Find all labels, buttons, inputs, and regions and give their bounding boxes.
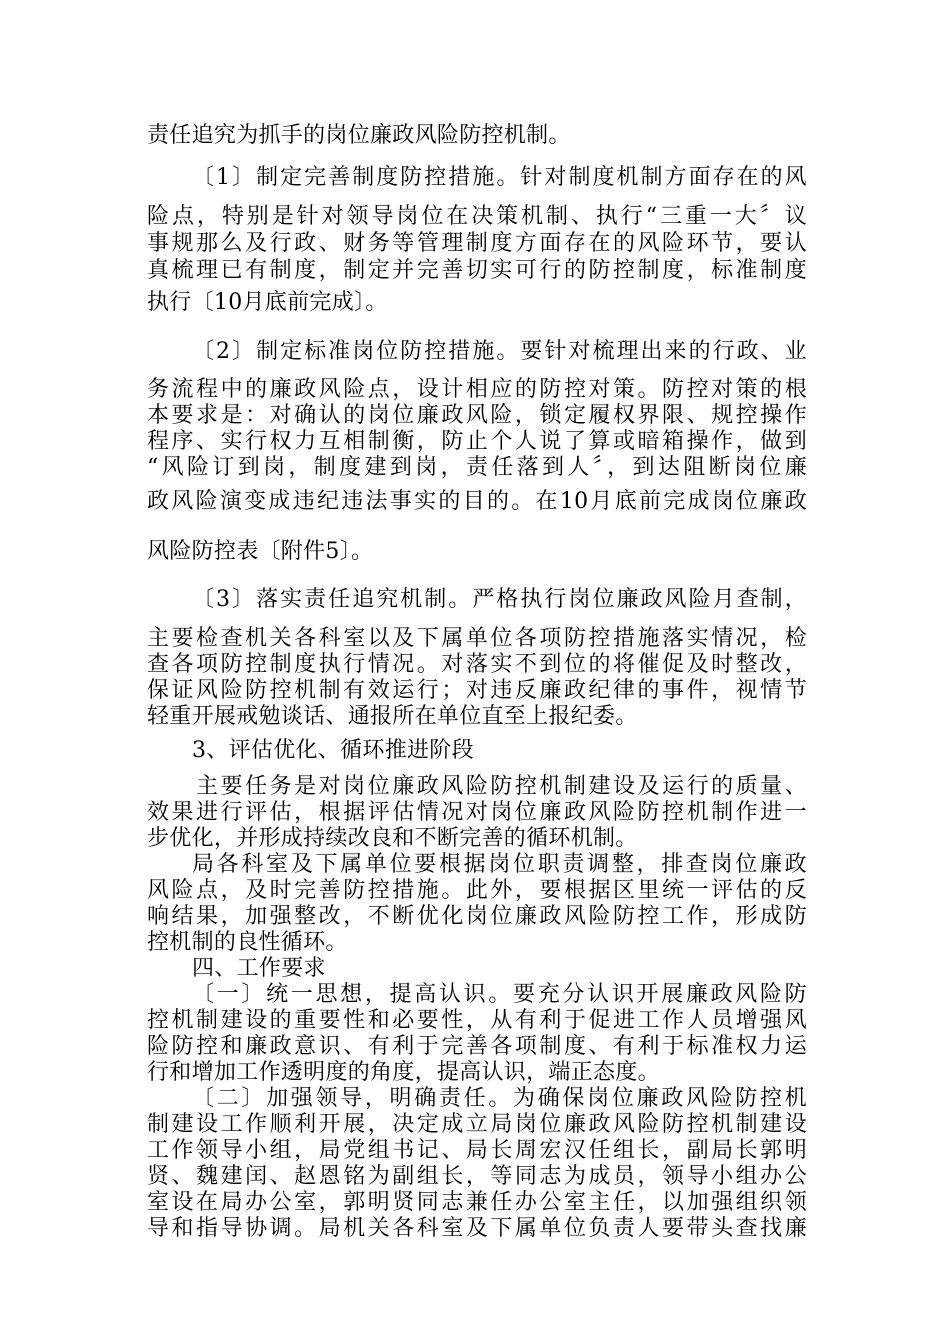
section-heading: 四、工作要求 [192,956,326,981]
section-heading: 3、评估优化、循环推进阶段 [192,738,474,763]
text-line: 工作领导小组，局党组书记、局长周宏汉任组长，副局长郭明 [147,1138,807,1163]
text-line: 局各科室及下属单位要根据岗位职责调整，排查岗位廉政 [192,852,807,877]
text-line: “风险订到岗，制度建到岗，责任落到人〞，到达阻断岗位廉 [147,455,807,480]
text-line: 〔1〕制定完善制度防控措施。针对制度机制方面存在的风 [192,165,807,190]
text-line: 响结果，加强整改，不断优化岗位廉政风险防控工作，形成防 [147,904,807,929]
text-line: 查各项防控制度执行情况。对落实不到位的将催促及时整改， [147,652,807,677]
text-line: 风险点，及时完善防控措施。此外，要根据区里统一评估的反 [147,878,807,903]
text-line: 轻重开展戒勉谈话、通报所在单位直至上报纪委。 [147,704,638,729]
text-line: 步优化，并形成持续改良和不断完善的循环机制。 [147,826,638,851]
text-line: 政风险演变成违纪违法事实的目的。在10月底前完成岗位廉政 [147,489,807,514]
text-line: 控机制建设的重要性和必要性，从有利于促进工作人员增强风 [147,1008,807,1033]
text-line: 效果进行评估，根据评估情况对岗位廉政风险防控机制作进一 [147,800,807,825]
text-line: 险防控和廉政意识、有利于完善各项制度、有利于标准权力运 [147,1034,807,1059]
text-line: 制建设工作顺利开展，决定成立局岗位廉政风险防控机制建设 [147,1112,807,1137]
text-line: 贤、魏建闰、赵恩铭为副组长，等同志为成员，领导小组办公 [147,1164,807,1189]
text-line: 〔二〕加强领导，明确责任。为确保岗位廉政风险防控机 [192,1086,807,1111]
text-line: 控机制的良性循环。 [147,930,348,955]
text-line: 〔一〕统一思想，提高认识。要充分认识开展廉政风险防 [192,982,807,1007]
text-line: 行和增加工作透明度的角度，提高认识，端正态度。 [147,1060,660,1085]
text-line: 程序、实行权力互相制衡，防止个人说了算或暗箱操作，做到 [147,429,807,454]
text-line: 责任追究为抓手的岗位廉政风险防控机制。 [147,123,571,148]
text-line: 〔3〕落实责任追究机制。严格执行岗位廉政风险月查制， [192,587,807,612]
text-line: 本要求是：对确认的岗位廉政风险，锁定履权界限、规控操作 [147,403,807,428]
text-line: 执行〔10月底前完成〕。 [147,290,388,315]
text-line: 险点，特别是针对领导岗位在决策机制、执行“三重一大〞议 [147,204,807,229]
text-line: 风险防控表〔附件5〕。 [147,539,374,564]
text-line: 主要任务是对岗位廉政风险防控机制建设及运行的质量、 [196,774,807,799]
text-line: 导和指导协调。局机关各科室及下属单位负责人要带头查找廉 [147,1216,807,1241]
text-line: 〔2〕制定标准岗位防控措施。要针对梳理出来的行政、业 [192,339,807,364]
text-line: 保证风险防控机制有效运行；对违反廉政纪律的事件，视情节 [147,678,807,703]
text-line: 务流程中的廉政风险点，设计相应的防控对策。防控对策的根 [147,377,807,402]
text-line: 室设在局办公室，郭明贤同志兼任办公室主任，以加强组织领 [147,1190,807,1215]
text-line: 事规那么及行政、财务等管理制度方面存在的风险环节，要认 [147,231,807,256]
text-line: 主要检查机关各科室以及下属单位各项防控措施落实情况，检 [147,626,807,651]
text-line: 真梳理已有制度，制定并完善切实可行的防控制度，标准制度 [147,258,807,283]
